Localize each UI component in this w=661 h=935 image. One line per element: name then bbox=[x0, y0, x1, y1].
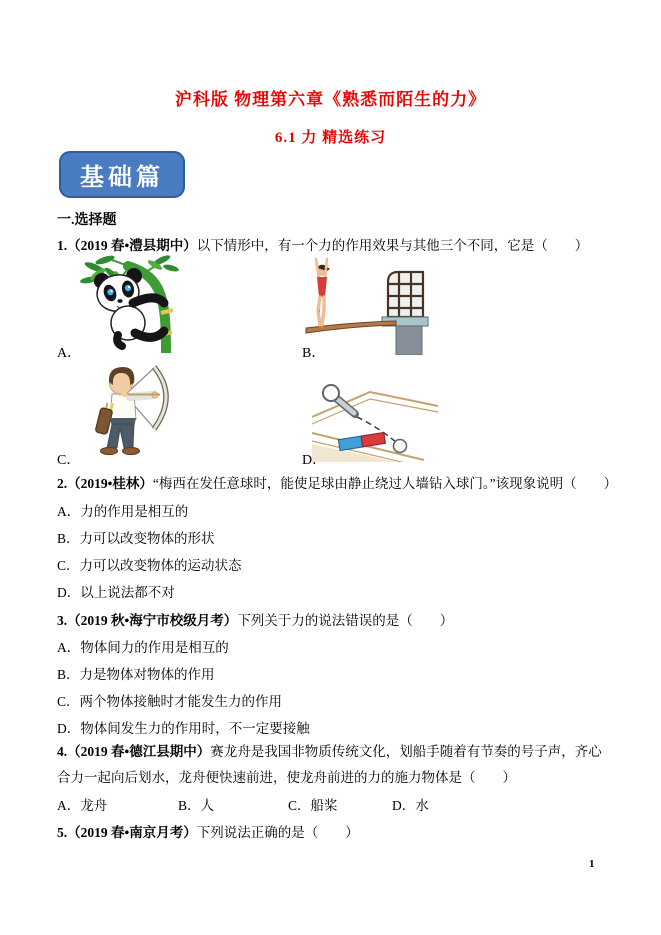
archer-drawing-bow-illustration bbox=[72, 361, 190, 458]
option-label-c: C． bbox=[57, 453, 81, 468]
question-2-option-d: D．以上说法都不对 bbox=[57, 585, 175, 600]
option-label-a: A． bbox=[57, 346, 82, 361]
basics-badge-label: 基础篇 bbox=[80, 165, 164, 191]
question-4-option-d: D．水 bbox=[392, 798, 429, 813]
option-label-b: B． bbox=[302, 346, 326, 361]
question-2-option-a: A．力的作用是相互的 bbox=[57, 504, 189, 519]
magnet-deflecting-rolling-ball-illustration bbox=[312, 380, 440, 462]
question-2-option-c: C．力可以改变物体的运动状态 bbox=[57, 558, 242, 573]
question-2-option-b: B．力可以改变物体的形状 bbox=[57, 531, 215, 546]
section-heading: 一.选择题 bbox=[57, 213, 117, 228]
page-number: 1 bbox=[589, 858, 595, 870]
question-2 bbox=[57, 472, 617, 492]
question-5-source: 5.（2019 春•南京月考） bbox=[57, 825, 197, 840]
question-1-text: 以下情形中，有一个力的作用效果与其他三个不同，它是（ ） bbox=[196, 238, 589, 253]
option-label-d: D． bbox=[302, 453, 327, 468]
question-3-option-a: A．物体间力的作用是相互的 bbox=[57, 640, 229, 655]
question-3 bbox=[57, 609, 453, 629]
question-3-text: 下列关于力的说法错误的是（ ） bbox=[237, 613, 454, 628]
question-3-option-d: D．物体间发生力的作用时，不一定要接触 bbox=[57, 721, 310, 736]
question-4 bbox=[57, 739, 615, 791]
question-1-source: 1.（2019 春•澧县期中） bbox=[57, 238, 197, 253]
question-5-text: 下列说法正确的是（ ） bbox=[196, 825, 359, 840]
question-3-option-c: C．两个物体接触时才能发生力的作用 bbox=[57, 694, 283, 709]
question-3-option-b: B．力是物体对物体的作用 bbox=[57, 667, 215, 682]
question-2-text: “梅西在发任意球时，能使足球由静止绕过人墙钻入球门。”该现象说明（ ） bbox=[152, 476, 618, 491]
question-4-source: 4.（2019 春•德江县期中） bbox=[57, 744, 211, 759]
question-4-option-a: A．龙舟 bbox=[57, 798, 108, 813]
question-2-source: 2.（2019•桂林） bbox=[57, 476, 153, 491]
basics-section-badge bbox=[59, 151, 185, 198]
question-4-option-b: B．人 bbox=[178, 798, 215, 813]
question-4-option-c: C．船桨 bbox=[288, 798, 338, 813]
diver-on-springboard-illustration bbox=[300, 255, 432, 355]
question-3-source: 3.（2019 秋•海宁市校级月考） bbox=[57, 613, 238, 628]
panda-climbing-bamboo-illustration bbox=[72, 251, 184, 353]
question-5 bbox=[57, 821, 359, 841]
document-title: 沪科版 物理第六章《熟悉而陌生的力》 bbox=[174, 90, 487, 109]
document-subtitle: 6.1 力 精选练习 bbox=[274, 130, 387, 146]
question-4-text: 赛龙舟是我国非物质传统文化，划船手随着有节奏的号子声，齐心合力一起向后划水，龙舟便快速前进，使龙舟前进的力的施力物体是（ ） bbox=[57, 744, 602, 785]
